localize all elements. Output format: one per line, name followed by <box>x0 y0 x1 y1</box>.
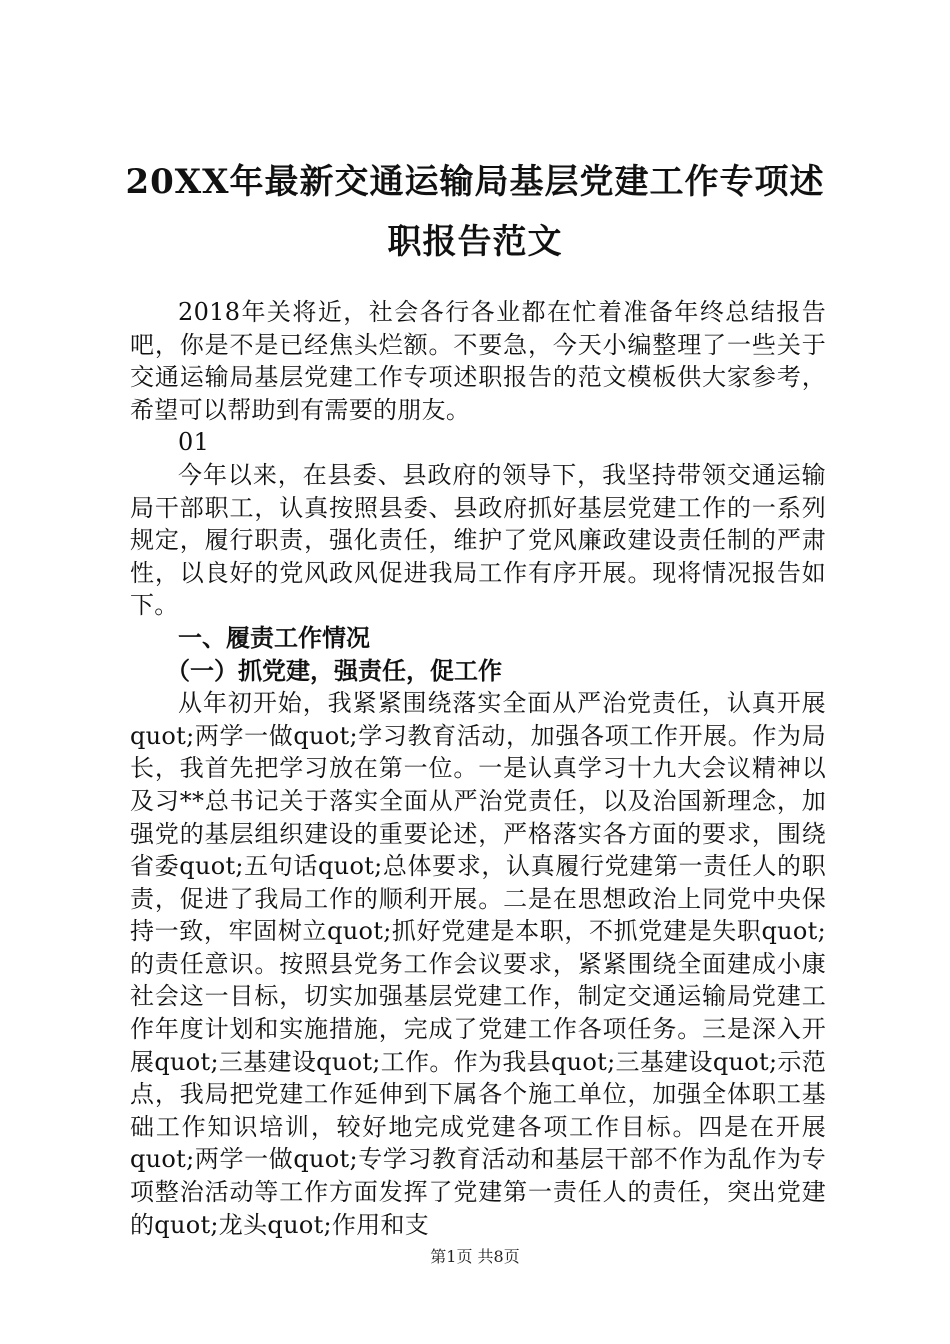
page-footer: 第1页 共8页 <box>430 1247 520 1266</box>
heading-level-2: （一）抓党建，强责任，促工作 <box>166 656 502 685</box>
document-title <box>110 152 840 272</box>
intro-paragraph: 2018年关将近，社会各行各业都在忙着准备年终总结报告吧，你是不是已经焦头烂额。不要急，今天小编整理了一些关于交通运输局基层党建工作专项述职报告的范文模板供大家参考，希望可以帮助到有需要的朋友。 <box>130 298 826 424</box>
title-line-1: 20XX年最新交通运输局基层党建工作专项述 <box>125 162 825 202</box>
heading-level-1: 一、履责工作情况 <box>178 623 370 652</box>
main-paragraph: 从年初开始，我紧紧围绕落实全面从严治党责任，认真开展quot;两学一做quot;学习教育活动，加强各项工作开展。作为局长，我首先把学习放在第一位。一是认真学习十九大会议精神以及习**总书记关于落实全面从严治党责任，以及治国新理念，加强党的基层组织建设的重要论述，严格落实各方面的要求，围绕省委quot;五句话quot;总体要求，认真履行党建第一责任人的职责，促进了我局工作的顺利开展。二是在思想政治上同党中央保持一致，牢固树立quot;抓好党建是本职，不抓党建是失职quot;的责任意识。按照县党务工作会议要求，紧紧围绕全面建成小康社会这一目标，切实加强基层党建工作，制定交通运输局党建工作年度计划和实施措施，完成了党建工作各项任务。三是深入开展quot;三基建设quot;工作。作为我县quot;三基建设quot;示范点，我局把党建工作延伸到下属各个施工单位，加强全体职工基础工作知识培训，较好地完成党建各项工作目标。四是在开展quot;两学一做quot;专学习教育活动和基层干部不作为乱作为专项整治活动等工作方面发挥了党建第一责任人的责任，突出党建的quot;龙头quot;作用和支 <box>130 689 826 1239</box>
summary-paragraph: 今年以来，在县委、县政府的领导下，我坚持带领交通运输局干部职工，认真按照县委、县政府抓好基层党建工作的一系列规定，履行职责，强化责任，维护了党风廉政建设责任制的严肃性，以良好的党风政风促进我局工作有序开展。现将情况报告如下。 <box>130 460 826 620</box>
document-body <box>130 296 826 1241</box>
title-line-2: 职报告范文 <box>387 222 563 262</box>
section-number: 01 <box>178 428 210 457</box>
